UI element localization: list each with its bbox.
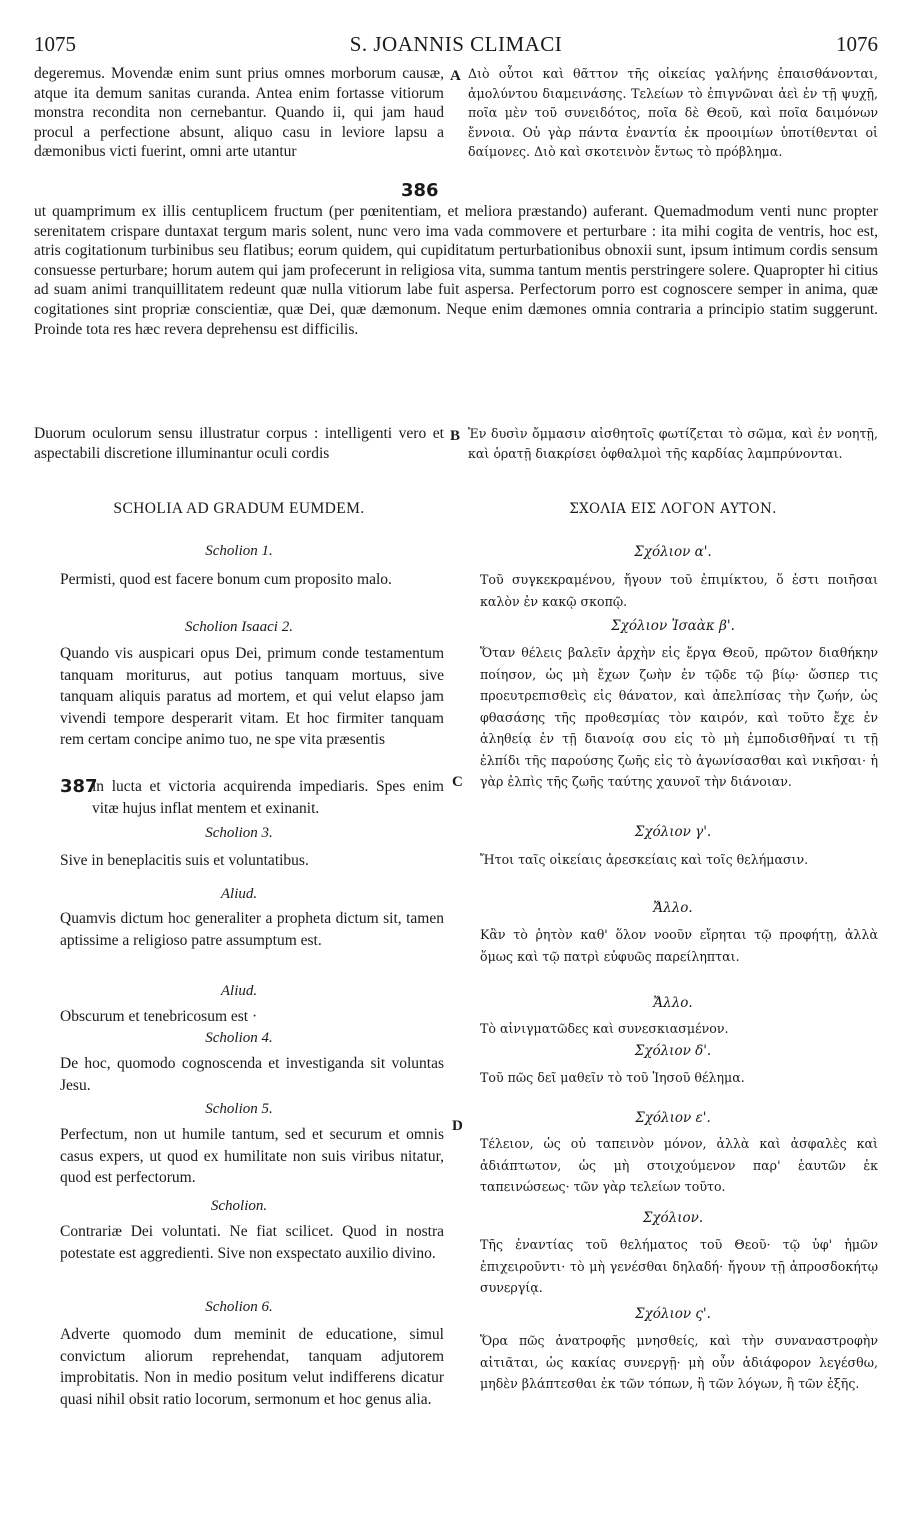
page-number-right: 1076 <box>836 32 878 56</box>
greek-b-text: Ἐν δυσὶν ὄμμασιν αἰσθητοῖς φωτίζεται τὸ σῶμα, καὶ ἐν νοητῇ, καὶ ὁρατῇ διακρίσει ὀφθαλμοὶ τῆς καρδίας λαμπρύνονται. <box>468 426 878 461</box>
latin-aliud-2-heading: Aliud. <box>220 983 258 999</box>
latin-aliud-2-text: Obscurum et tenebricosum est · <box>60 1008 258 1025</box>
greek-allo-2-heading: Ἄλλο. <box>653 995 693 1011</box>
latin-full-text: ut quamprimum ex illis centuplicem fructum (per pœnitentiam, et meliora præstando) auferant. Quemadmodum venti nunc propter serenitatem crispare duntaxat tergum maris solent, nunc vero ima vada commovere et perturbare : ita mihi cogita de ventris, hoc est, atris cogitationum turbinibus seu flatibus; eorum quidem, qui cupiditatum perturbationibus obnoxii sunt, ipsum intimum cordis sensum consuesse perturbare; horum autem qui jam profecerunt in religiosa vita, summa tantum mentis perstringere solere. Quapropter hi citius ad suam animi tranquillitatem redeunt quæ nulla vitiorum labe fuit aspersa. Perfectorum porro est cognoscere semper in anima, quæ cogitationes sint propriæ conscientiæ, quæ Dei, quæ dæmonum. Neque enim dæmones omnia contraria a principio statim suggerunt. Proinde tota res hæc revera deprehensu est difficilis. <box>34 203 878 338</box>
greek-scholion-1-heading: Σχόλιον α'. <box>634 544 712 560</box>
greek-scholion-4-heading: Σχόλιον δ'. <box>634 1043 712 1059</box>
latin-scholion-3-text: Sive in beneplacitis suis et voluntatibus. <box>60 852 309 869</box>
latin-scholion-5b-heading: Scholion. <box>210 1198 268 1214</box>
latin-scholion-1-text: Permisti, quod est facere bonum cum proposito malo. <box>60 571 392 588</box>
greek-section-title: ΣΧΟΛΙΑ ΕΙΣ ΛΟΓΟΝ ΑΥΤΟΝ. <box>569 501 777 517</box>
latin-top-paragraph <box>34 64 444 190</box>
latin-scholion-5-heading: Scholion 5. <box>205 1101 273 1117</box>
latin-scholion-5b-text: Contrariæ Dei voluntati. Ne fiat scilicet. Quod in nostra potestate est aggredienti. Sive non exspectato auxilio divino. <box>60 1223 444 1262</box>
latin-scholion-1-heading: Scholion 1. <box>205 543 273 559</box>
greek-allo-1-heading: Ἄλλο. <box>653 900 693 916</box>
latin-scholion-4-text: De hoc, quomodo cognoscenda et investiganda sit voluntas Jesu. <box>60 1055 444 1094</box>
latin-scholion-4-heading: Scholion 4. <box>205 1030 273 1046</box>
greek-scholion-5b-text: Τῆς ἐναντίας τοῦ θελήματος τοῦ Θεοῦ· τῷ ὑφ' ἡμῶν ἐπιχειροῦντι· τὸ μὴ γενέσθαι δηλαδή· ἤγουν τῇ ἀπροσδοκήτῳ συνεργίᾳ. <box>480 1237 878 1295</box>
greek-top-text: Διὸ οὗτοι καὶ θᾶττον τῆς οἰκείας γαλήνης ἐπαισθάνονται, ἀμολύντου διαμεινάσης. Τελείων τὸ ἐπιγνῶναι ἀεὶ ἐν τῇ ψυχῇ, ποῖα μὲν τοῦ συνειδότος, ποῖα δὲ Θεοῦ, καὶ ποῖα δαιμόνων ἔννοια. Οὐ γὰρ πάντα ἐναντία ἐκ προοιμίων ὑποτίθενται οἱ δαίμονες. Διὸ καὶ σκοτεινὸν ἔντως τὸ πρόβλημα. <box>468 66 878 160</box>
latin-scholion-3-heading: Scholion 3. <box>205 825 273 841</box>
page-number-left: 1075 <box>34 32 76 56</box>
greek-scholion-3-text: Ἤτοι ταῖς οἰκείαις ἀρεσκείαις καὶ τοῖς θελήμασιν. <box>480 852 809 867</box>
greek-scholion-5b-heading: Σχόλιον. <box>642 1210 704 1226</box>
greek-allo-2-text: Τὸ αἰνιγματῶδες καὶ συνεσκιασμένον. <box>480 1021 729 1036</box>
greek-scholion-4-text: Τοῦ πῶς δεῖ μαθεῖν τὸ τοῦ Ἰησοῦ θέλημα. <box>480 1070 745 1085</box>
greek-allo-1-text: Κἂν τὸ ῥητὸν καθ' ὅλον νοοῦν εἴρηται τῷ προφήτῃ, ἀλλὰ ὅμως καὶ τῷ πατρὶ εὐφυῶς παρείληπται. <box>480 927 878 964</box>
latin-b-paragraph <box>34 424 444 486</box>
greek-scholion-5-text: Τέλειον, ὡς οὐ ταπεινὸν μόνον, ἀλλὰ καὶ ἀσφαλὲς καὶ ἀδιάπτωτον, ὡς μὴ στοιχούμενον παρ' ἑαυτῶν ἐκ ταπεινώσεως· τῶν γὰρ τελείων τοῦτο. <box>480 1136 878 1194</box>
greek-scholion-6-text: Ὅρα πῶς ἀνατροφῆς μνησθείς, καὶ τὴν συναναστροφὴν αἰτιᾶται, ὡς κακίας συνεργῇ· μὴ οὖν ἀδιάφορον λεγέσθω, μηδὲν βλάπτεσθαι ἐκ τῶν τόπων, ἢ τῶν λόγων, ἢ τῶν ἑξῆς. <box>480 1333 878 1391</box>
greek-scholion-5-heading: Σχόλιον ε'. <box>635 1110 711 1126</box>
running-title: S. JOANNIS CLIMACI <box>349 32 563 56</box>
column-number-386: 386 <box>401 180 439 201</box>
latin-scholion-5-text: Perfectum, non ut humile tantum, sed et securum et omnis casus expers, ut quod ex humilitate non suis viribus nitatur, quod est perfectorum. <box>60 1126 444 1186</box>
latin-scholion-6-heading: Scholion 6. <box>205 1299 273 1315</box>
column-number-387: 387 <box>60 776 98 797</box>
latin-scholion-6-text: Adverte quomodo dum meminit de educatione, simul convictum aliorum reprehendat, tanquam adjutorem improbitatis. Non in medio positum velut indifferens dicatur quasi nihil obsit ratio locorum, sermonum et hoc genus alia. <box>60 1326 444 1408</box>
greek-scholion-2-heading: Σχόλιον Ἰσαὰκ β'. <box>611 618 735 634</box>
latin-b-text: Duorum oculorum sensu illustratur corpus : intelligenti vero et aspectabili discretione illuminantur oculi cordis <box>34 425 444 462</box>
page-header <box>34 32 878 60</box>
margin-letter-b: B <box>450 428 461 444</box>
greek-b-paragraph <box>468 424 878 486</box>
latin-scholion-2-heading: Scholion Isaaci 2. <box>185 619 293 635</box>
greek-scholion-6-heading: Σχόλιον ς'. <box>635 1306 711 1322</box>
latin-aliud-1-heading: Aliud. <box>220 886 258 902</box>
margin-letter-a: A <box>450 68 461 84</box>
greek-top-paragraph <box>468 64 878 190</box>
greek-scholion-1-text: Τοῦ συγκεκραμένου, ἤγουν τοῦ ἐπιμίκτου, ὅ ἐστι ποιῆσαι καλὸν ἐν κακῷ σκοπῷ. <box>480 572 878 609</box>
margin-letter-c: C <box>452 774 463 790</box>
margin-letter-d: D <box>452 1118 463 1134</box>
latin-top-text: degeremus. Movendæ enim sunt prius omnes morborum causæ, atque ita demum sanitas curanda. Antea enim fortasse vitiorum monstra recondita non cernebantur. Quando ii, qui jam haud procul a perfectione absunt, aliquo casu in leviore lapsu a dæmonibus victi fuerint, omni arte utantur <box>34 65 444 161</box>
latin-section-title: SCHOLIA AD GRADUM EUMDEM. <box>113 500 365 517</box>
greek-scholion-2-text: Ὅταν θέλεις βαλεῖν ἀρχὴν εἰς ἔργα Θεοῦ, πρῶτον διαθήκην ποίησον, ὡς μὴ ἔχων ζωὴν ἐν τῷδε τῷ βίῳ· ὥσπερ τις προευτρεπισθεὶς εἰς θάνατον, καὶ ἀπελπίσας τὴν ζωήν, ὡς φθασάσης τῆς προθεσμίας τὸν καιρόν, καὶ τοῦτο ἔχε ἐν ἀληθείᾳ ἐν τῇ διανοίᾳ σου εἰς τὸ μὴ ἐμποδισθῆναί τι τῇ ἐλπίδι τῆς παρούσης ζωῆς εἰς τὸ ἀγωνίσασθαι καὶ νικῆσαι· ἡ γὰρ ἐλπὶς τῆς ζωῆς ταύτης χαυνοῖ τὴν διάνοιαν. <box>480 645 878 789</box>
latin-aliud-1-text: Quamvis dictum hoc generaliter a propheta dictum sit, tamen aptissime a religioso patre assumptum est. <box>60 910 444 949</box>
latin-scholion-2-text-a: Quando vis auspicari opus Dei, primum conde testamentum tanquam moriturus, aut potius tanquam mortuus, sive tanquam aliquis paratus ad mortem, et qui velut elapso jam vivendi tempore desperarit vitam. Et hoc firmiter tanquam rem certam concipe animo tuo, ne spe vita præsentis <box>60 645 444 748</box>
latin-full-width-paragraph <box>34 202 878 412</box>
greek-scholion-3-heading: Σχόλιον γ'. <box>634 824 712 840</box>
latin-scholion-2-text-b: in lucta et victoria acquirenda impediaris. Spes enim vitæ hujus inflat mentem et exinanit. <box>92 778 444 817</box>
